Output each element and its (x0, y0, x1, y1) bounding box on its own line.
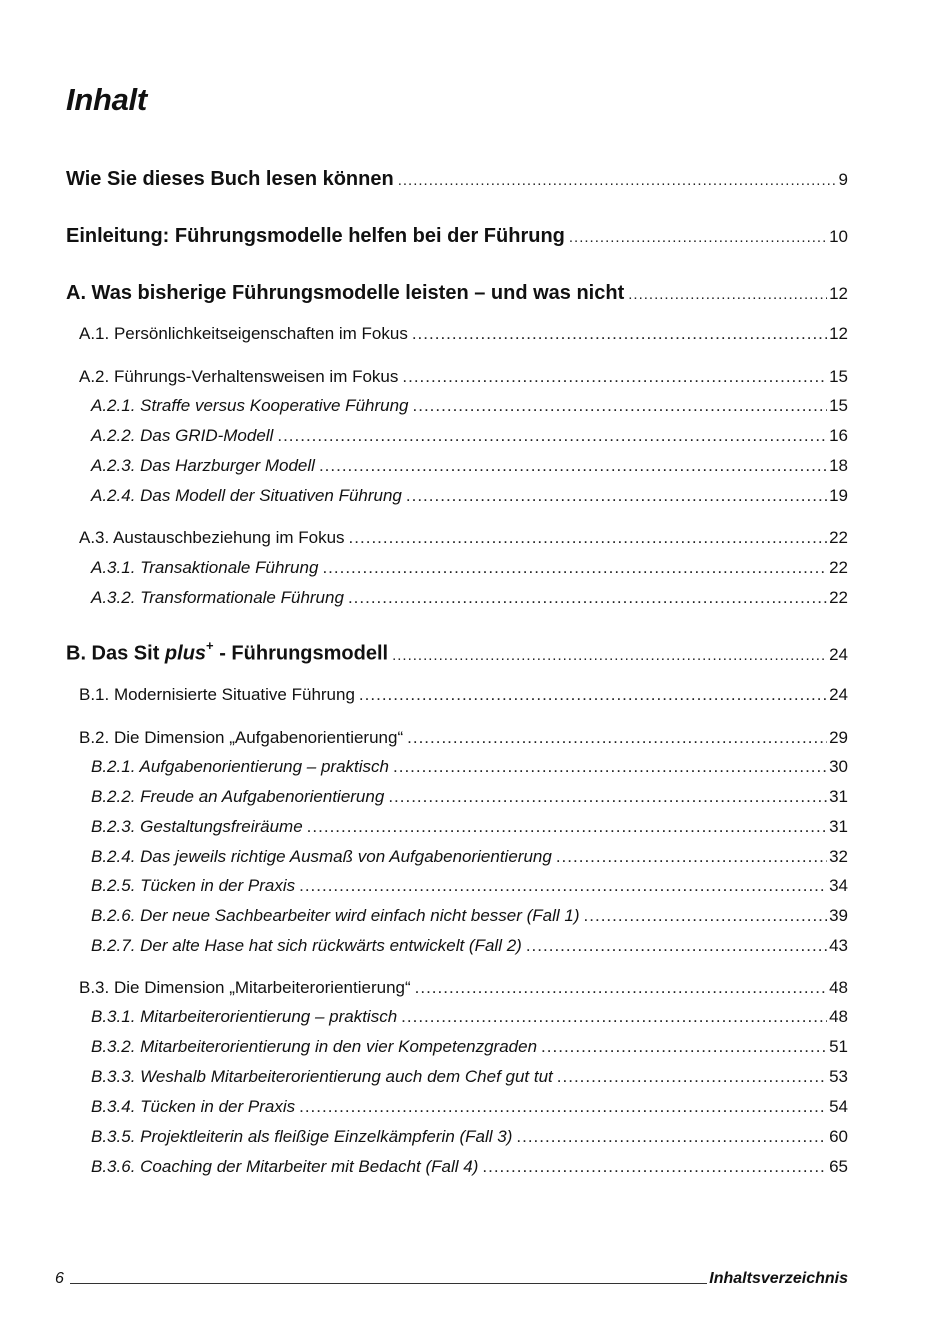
toc-dot-leader (388, 787, 827, 807)
toc-entry (91, 936, 848, 956)
toc-entry-page: 53 (829, 1067, 848, 1086)
toc-dot-leader (299, 1097, 827, 1117)
toc-entry-title: A.2.2. Das GRID-Modell (91, 426, 274, 445)
toc-entry-title: A.3.2. Transformationale Führung (91, 588, 344, 607)
toc-entry-title: B.3.3. Weshalb Mitarbeiterorientierung auch dem Chef gut tut (91, 1067, 553, 1086)
toc-entry (91, 847, 848, 867)
toc-entry-page: 12 (829, 324, 848, 343)
toc-entry-title-suffix: - Führungsmodell (213, 642, 389, 665)
toc-entry (91, 486, 848, 506)
toc-entry-title: B.3.6. Coaching der Mitarbeiter mit Bedacht (Fall 4) (91, 1157, 479, 1176)
toc-entry (79, 367, 848, 387)
footer-rule (70, 1283, 707, 1284)
toc-dot-leader (392, 647, 827, 664)
toc-entry-page: 51 (829, 1037, 848, 1056)
toc-entry-title: A.2.4. Das Modell der Situativen Führung (91, 486, 402, 505)
toc-entry-title-prefix: B. Das Sit (66, 642, 165, 665)
toc-entry-page: 15 (829, 396, 848, 415)
toc-entry (91, 588, 848, 608)
toc-entry (91, 1037, 848, 1057)
toc-entry-page: 65 (829, 1157, 848, 1176)
toc-entry-page: 22 (829, 528, 848, 547)
toc-entry (66, 168, 848, 191)
toc-entry (91, 1127, 848, 1147)
toc-entry (91, 426, 848, 446)
toc-entry-page: 43 (829, 936, 848, 955)
toc-entry-page: 9 (838, 170, 848, 189)
toc-entry-title: B.3. Die Dimension „Mitarbeiterorientierung“ (79, 978, 411, 997)
toc-entry-title: B.2.5. Tücken in der Praxis (91, 876, 296, 895)
toc-entry-title: A.2.3. Das Harzburger Modell (91, 456, 315, 475)
toc-entry-page: 31 (829, 817, 848, 836)
toc-dot-leader (407, 728, 827, 748)
toc-entry-title: Wie Sie dieses Buch lesen können (66, 168, 394, 190)
toc-dot-leader (482, 1157, 827, 1177)
toc-dot-leader (584, 906, 828, 926)
toc-entry-title-superscript: + (206, 638, 214, 653)
toc-dot-leader (526, 936, 827, 956)
toc-entry (79, 324, 848, 344)
toc-dot-leader (406, 486, 827, 506)
toc-dot-leader (359, 685, 827, 705)
toc-entry (91, 558, 848, 578)
toc-dot-leader (322, 558, 827, 578)
toc-entry-title: A.2.1. Straffe versus Kooperative Führung (91, 396, 409, 415)
toc-dot-leader (299, 876, 827, 896)
toc-entry (91, 876, 848, 896)
toc-entry (91, 1097, 848, 1117)
footer-section-title: Inhaltsverzeichnis (709, 1270, 848, 1287)
toc-entry (66, 640, 848, 666)
toc-entry-page: 60 (829, 1127, 848, 1146)
toc-entry-title: A.1. Persönlichkeitseigenschaften im Fokus (79, 324, 408, 343)
toc-entry (79, 978, 848, 998)
toc-entry-page: 48 (829, 978, 848, 997)
toc-entry-page: 48 (829, 1007, 848, 1026)
toc-entry-page: 30 (829, 757, 848, 776)
toc-dot-leader (349, 528, 828, 548)
toc-entry-title: B.2.3. Gestaltungsfreiräume (91, 817, 303, 836)
toc-entry (91, 396, 848, 416)
toc-entry (91, 757, 848, 777)
toc-entry (91, 1157, 848, 1177)
toc-dot-leader (516, 1127, 827, 1147)
toc-entry-title: A.2. Führungs-Verhaltensweisen im Fokus (79, 367, 399, 386)
toc-dot-leader (556, 847, 827, 867)
toc-entry-title: Einleitung: Führungsmodelle helfen bei der Führung (66, 225, 565, 247)
toc-dot-leader (307, 817, 827, 837)
toc-entry-title: B.2.4. Das jeweils richtige Ausmaß von Aufgabenorientierung (91, 847, 552, 866)
toc-dot-leader (319, 456, 827, 476)
toc-entry-page: 18 (829, 456, 848, 475)
toc-entry-title: B.2. Die Dimension „Aufgabenorientierung“ (79, 728, 404, 747)
toc-dot-leader (393, 757, 827, 777)
toc-entry-page: 34 (829, 876, 848, 895)
toc-entry-page: 24 (829, 644, 848, 664)
toc-entry-page: 15 (829, 367, 848, 386)
page-footer (55, 1270, 848, 1288)
toc-entry-title: B.1. Modernisierte Situative Führung (79, 685, 355, 704)
toc-entry-title: B.3.5. Projektleiterin als fleißige Einzelkämpferin (Fall 3) (91, 1127, 513, 1146)
toc-entry (91, 456, 848, 476)
toc-entry-title: B.2.2. Freude an Aufgabenorientierung (91, 787, 385, 806)
toc-dot-leader (401, 1007, 827, 1027)
toc-entry-title: A.3. Austauschbeziehung im Fokus (79, 528, 345, 547)
toc-entry (79, 728, 848, 748)
toc-entry (91, 787, 848, 807)
toc-entry-page: 39 (829, 906, 848, 925)
toc-entry-page: 22 (829, 558, 848, 577)
toc-entry-page: 32 (829, 847, 848, 866)
toc-dot-leader (412, 324, 827, 344)
toc-entry (66, 282, 848, 305)
toc-entry-title: B.2.1. Aufgabenorientierung – praktisch (91, 757, 390, 776)
toc-entry (66, 225, 848, 248)
toc-dot-leader (628, 286, 827, 303)
toc-entry-title: B.2.6. Der neue Sachbearbeiter wird einfach nicht besser (Fall 1) (91, 906, 580, 925)
toc-entry-page: 31 (829, 787, 848, 806)
toc-entry-title-emphasis: plus (164, 642, 207, 665)
toc-dot-leader (557, 1067, 827, 1087)
toc-dot-leader (569, 229, 827, 246)
toc-entry (91, 1007, 848, 1027)
toc-entry-page: 29 (829, 728, 848, 747)
toc-dot-leader (413, 396, 828, 416)
toc-entry-title: A. Was bisherige Führungsmodelle leisten – und was nicht (66, 282, 625, 304)
toc-entry-page: 10 (829, 227, 848, 246)
toc-entry-title: B.3.1. Mitarbeiterorientierung – praktisch (91, 1007, 398, 1026)
toc-entry (91, 906, 848, 926)
toc-entry (79, 528, 848, 548)
toc-entry-title: A.3.1. Transaktionale Führung (91, 558, 319, 577)
toc-entry (91, 817, 848, 837)
toc-entry-page: 54 (829, 1097, 848, 1116)
toc-entry-page: 16 (829, 426, 848, 445)
toc-dot-leader (398, 172, 837, 189)
toc-entry-title: B.3.2. Mitarbeiterorientierung in den vier Kompetenzgraden (91, 1037, 538, 1056)
toc-dot-leader (541, 1037, 827, 1057)
toc-dot-leader (415, 978, 827, 998)
toc-entry-page: 12 (829, 284, 848, 303)
toc-dot-leader (277, 426, 827, 446)
toc-entry-page: 22 (829, 588, 848, 607)
toc-entry-title (66, 640, 388, 666)
toc-entry (91, 1067, 848, 1087)
toc-entry-title: B.3.4. Tücken in der Praxis (91, 1097, 296, 1116)
toc-entry-title: B.2.7. Der alte Hase hat sich rückwärts entwickelt (Fall 2) (91, 936, 522, 955)
toc-entry-page: 19 (829, 486, 848, 505)
page-title: Inhalt (66, 82, 147, 117)
toc-entry-page: 24 (829, 685, 848, 704)
toc-dot-leader (348, 588, 827, 608)
toc-entry (79, 685, 848, 705)
toc-dot-leader (402, 367, 827, 387)
footer-page-number: 6 (55, 1270, 64, 1287)
